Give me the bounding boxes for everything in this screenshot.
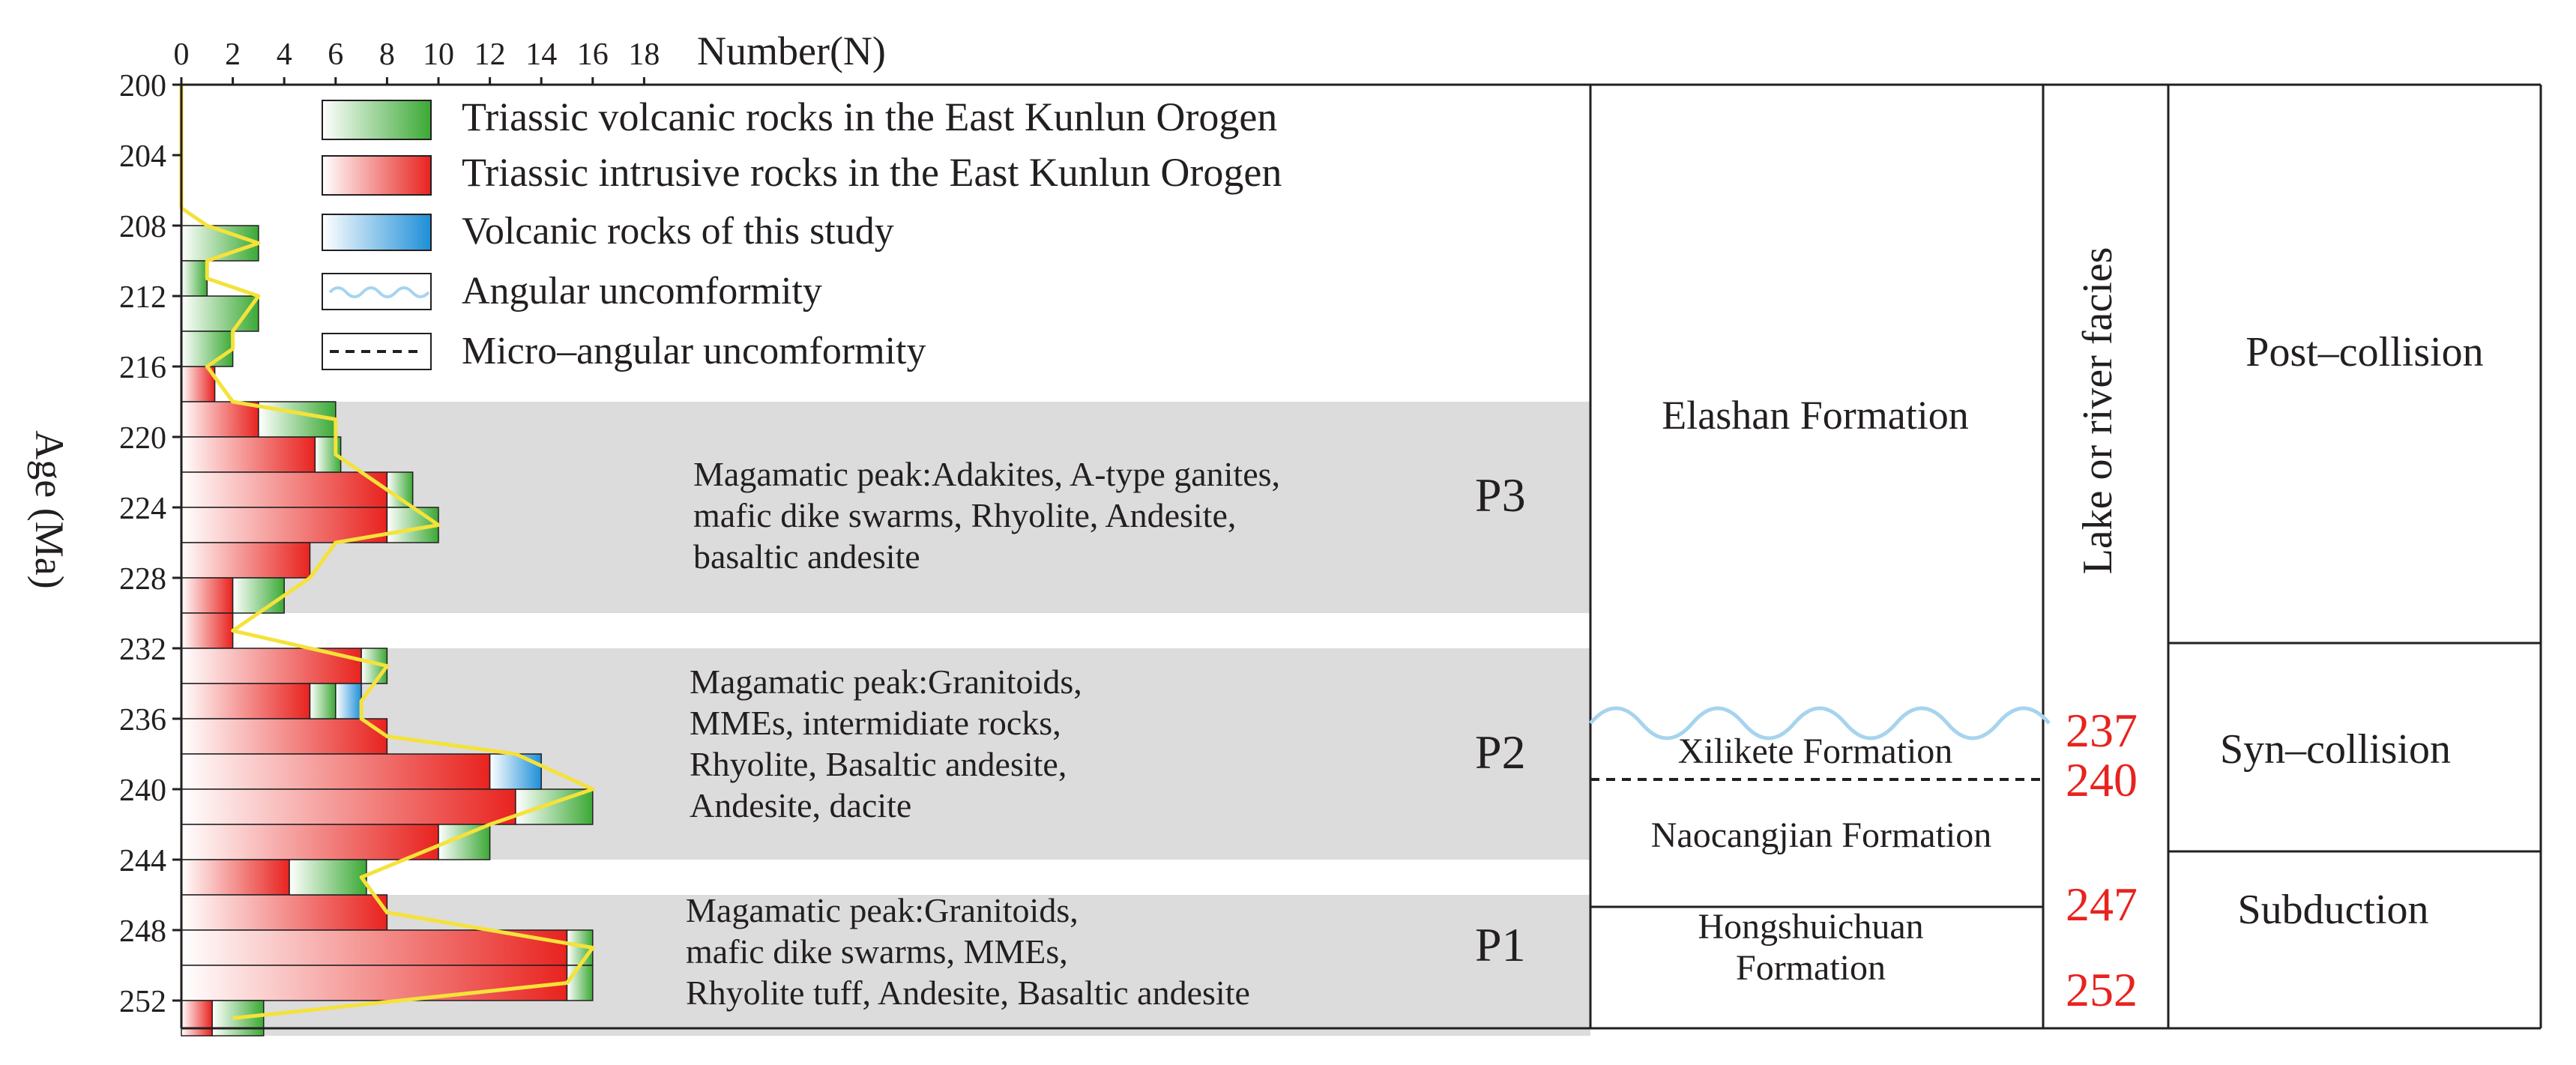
bar-volcanic-214-216: [181, 331, 233, 366]
bar-intrusive-220-222: [181, 437, 315, 472]
y-tick-label-240: 240: [119, 773, 166, 808]
x-tick-label-14: 14: [525, 37, 558, 72]
bar-volcanic-222-224: [387, 472, 412, 507]
x-tick-label-18: 18: [628, 37, 660, 72]
x-tick-label-6: 6: [328, 37, 344, 72]
y-axis-title: Age (Ma): [27, 430, 72, 589]
formation-hongshuichuan-line-1: Hongshuichuan: [1698, 907, 1924, 947]
formation-hongshuichuan-line-2: Formation: [1736, 948, 1886, 988]
y-tick-label-204: 204: [119, 139, 166, 174]
tectonic-syn-collision: Syn–collision: [2219, 726, 2452, 773]
y-tick-label-248: 248: [119, 914, 166, 949]
x-tick-label-12: 12: [474, 37, 506, 72]
peak-p1-line-1: Magamatic peak:Granitoids,: [686, 891, 1079, 929]
x-tick-label-10: 10: [423, 37, 454, 72]
peak-p2-line-3: Rhyolite, Basaltic andesite,: [690, 745, 1067, 783]
legend-label-micro-angular: Micro–angular uncomformity: [462, 330, 926, 372]
peak-p2-line-2: MMEs, intermidiate rocks,: [690, 704, 1061, 742]
legend-swatch-intrusive: [322, 156, 431, 195]
bar-volcanic-250-252: [567, 965, 593, 1001]
bar-intrusive-252-254: [181, 1001, 212, 1036]
age-marker-240: 240: [2066, 753, 2138, 806]
tectonic-subduction: Subduction: [2237, 887, 2429, 933]
y-tick-label-220: 220: [119, 421, 166, 456]
bar-intrusive-242-244: [181, 824, 438, 860]
formation-elashan: Elashan Formation: [1662, 393, 1969, 438]
age-marker-252: 252: [2066, 963, 2138, 1016]
legend-swatch-this-study: [322, 214, 431, 250]
x-tick-label-4: 4: [276, 37, 292, 72]
bar-volcanic-244-246: [289, 860, 367, 895]
peak-p3-line-1: Magamatic peak:Adakites, A-type ganites,: [693, 455, 1281, 493]
bar-intrusive-250-252: [181, 965, 567, 1001]
bar-intrusive-240-242: [181, 789, 516, 824]
x-axis-ticks: [174, 37, 660, 85]
peak-p2-label: P2: [1475, 725, 1526, 779]
peak-p1-line-3: Rhyolite tuff, Andesite, Basaltic andesite: [686, 974, 1250, 1012]
legend-swatch-volcanic: [322, 100, 431, 139]
x-tick-label-16: 16: [576, 37, 609, 72]
peak-p1-label: P1: [1475, 918, 1526, 971]
x-tick-label-8: 8: [378, 37, 395, 72]
legend: [322, 94, 1282, 372]
bar-intrusive-226-228: [181, 543, 310, 578]
peak-p3-line-2: mafic dike swarms, Rhyolite, Andesite,: [693, 496, 1237, 534]
y-tick-label-252: 252: [119, 985, 166, 1019]
facies-label: Lake or river facies: [2075, 247, 2121, 575]
bar-intrusive-218-220: [181, 402, 259, 437]
peak-p3-line-3: basaltic andesite: [693, 537, 920, 576]
bar-intrusive-222-224: [181, 472, 387, 507]
legend-label-intrusive: Triassic intrusive rocks in the East Kunlun Orogen: [462, 150, 1282, 195]
y-axis-ticks: [119, 69, 181, 1019]
y-tick-label-224: 224: [119, 492, 166, 526]
age-marker-237: 237: [2066, 704, 2138, 757]
bar-this-study-238-240: [490, 754, 542, 789]
legend-label-volcanic: Triassic volcanic rocks in the East Kunlun Orogen: [462, 94, 1278, 139]
bar-intrusive-234-236: [181, 684, 310, 719]
bar-this-study-234-236: [336, 684, 361, 719]
x-tick-label-0: 0: [173, 37, 190, 72]
y-tick-label-208: 208: [119, 210, 166, 244]
tectonic-post-collision: Post–collision: [2245, 329, 2484, 375]
y-tick-label-236: 236: [119, 703, 166, 737]
bar-volcanic-234-236: [310, 684, 336, 719]
peak-p2-line-4: Andesite, dacite: [690, 786, 912, 824]
peak-p3-label: P3: [1475, 468, 1526, 522]
age-marker-247: 247: [2066, 878, 2138, 931]
legend-label-this-study: Volcanic rocks of this study: [462, 210, 894, 253]
bar-intrusive-238-240: [181, 754, 490, 789]
x-tick-label-2: 2: [225, 37, 241, 72]
y-tick-label-244: 244: [119, 844, 166, 878]
bar-intrusive-236-238: [181, 719, 387, 754]
formation-xilikete: Xilikete Formation: [1677, 731, 1953, 771]
y-tick-label-212: 212: [119, 280, 166, 315]
y-tick-label-232: 232: [119, 633, 166, 667]
bar-intrusive-246-248: [181, 895, 387, 930]
bar-intrusive-228-230: [181, 578, 233, 613]
bar-volcanic-210-212: [181, 261, 207, 296]
y-tick-label-228: 228: [119, 562, 166, 597]
bar-intrusive-230-232: [181, 613, 233, 648]
y-tick-label-200: 200: [119, 69, 166, 103]
bar-intrusive-244-246: [181, 860, 289, 895]
y-tick-label-216: 216: [119, 351, 166, 385]
bar-volcanic-228-230: [233, 578, 285, 613]
x-axis-title: Number(N): [697, 28, 886, 73]
peak-p2-line-1: Magamatic peak:Granitoids,: [690, 663, 1082, 701]
bar-intrusive-248-250: [181, 930, 567, 965]
peak-p1-line-2: mafic dike swarms, MMEs,: [686, 932, 1068, 971]
legend-label-angular: Angular uncomformity: [462, 270, 822, 313]
formation-naocangjian: Naocangjian Formation: [1650, 815, 1992, 855]
